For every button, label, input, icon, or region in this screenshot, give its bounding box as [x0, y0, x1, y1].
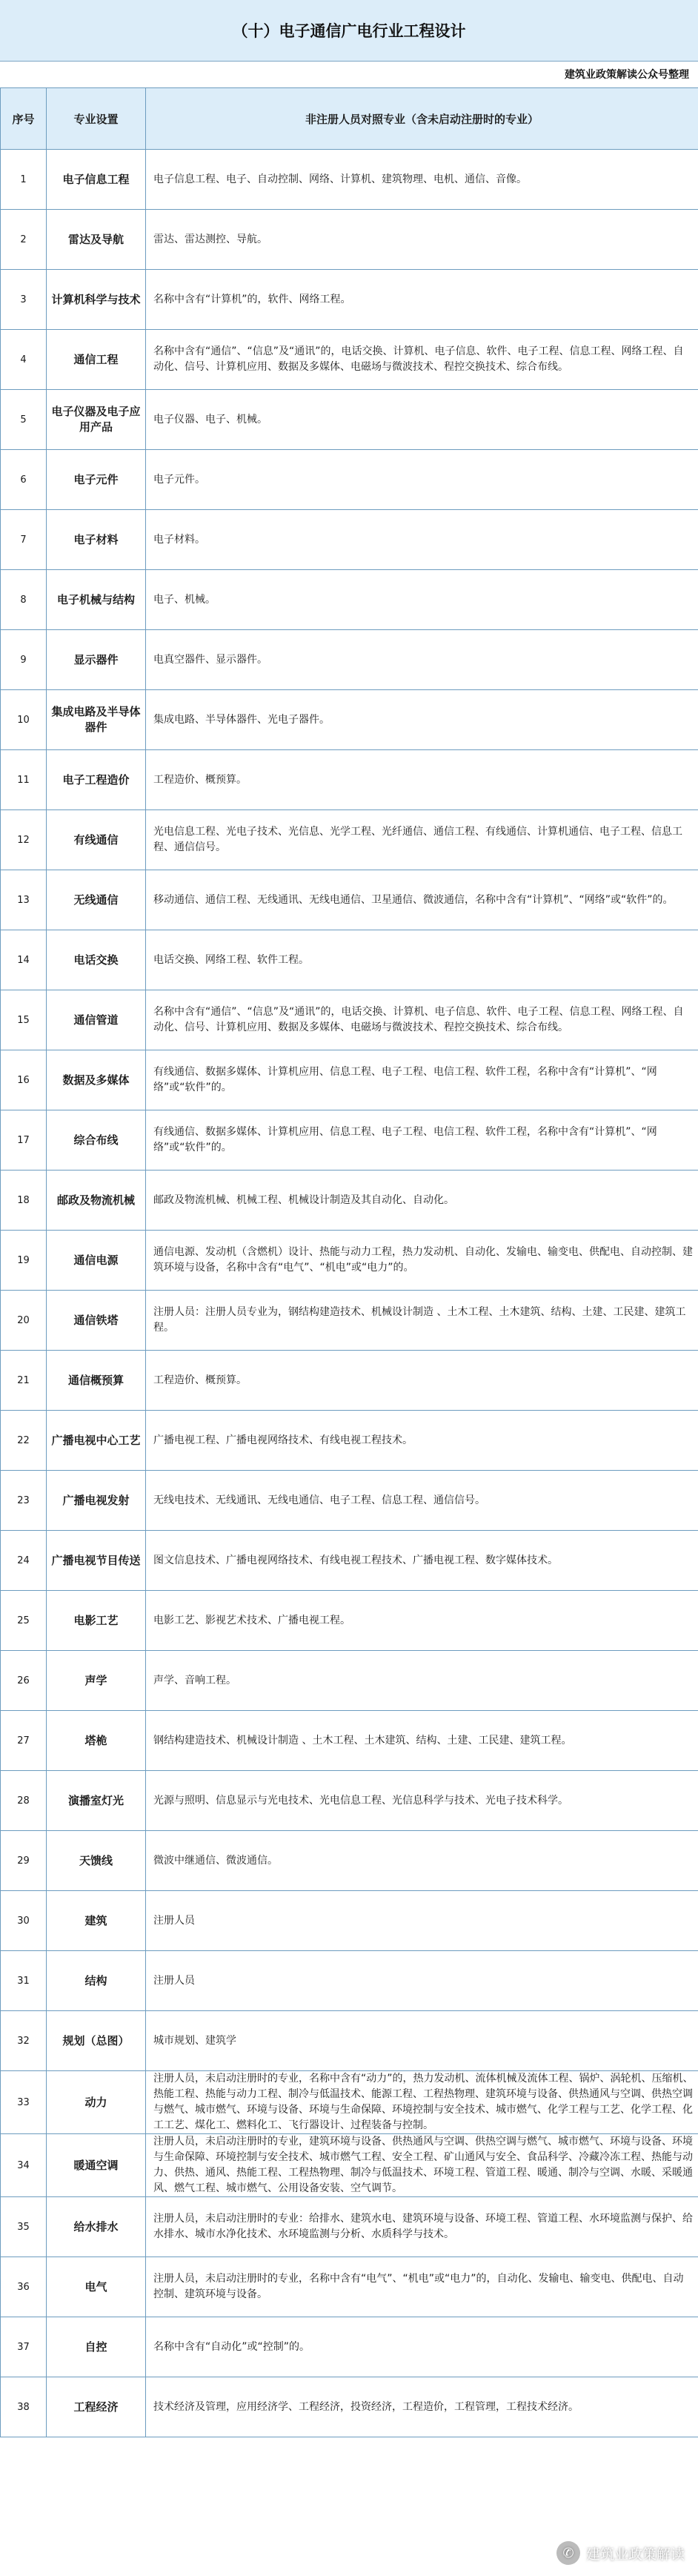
row-description: 有线通信、数据多媒体、计算机应用、信息工程、电子工程、电信工程、软件工程，名称中含有“计算机”、“网络”或“软件”的。 — [146, 1110, 698, 1171]
table-row — [1, 1411, 698, 1471]
row-description: 注册人员 — [146, 1951, 698, 2011]
row-serial: 16 — [1, 1050, 47, 1110]
row-major: 雷达及导航 — [47, 210, 146, 270]
row-description: 电话交换、网络工程、软件工程。 — [146, 930, 698, 990]
table-row — [1, 2134, 698, 2197]
table-row — [1, 2377, 698, 2437]
row-description: 城市规划、建筑学 — [146, 2011, 698, 2071]
row-serial: 23 — [1, 1471, 47, 1531]
row-major: 建筑 — [47, 1891, 146, 1951]
table-row — [1, 450, 698, 510]
table-row — [1, 330, 698, 390]
row-serial: 14 — [1, 930, 47, 990]
wechat-icon: ✆ — [556, 2541, 580, 2565]
row-major: 通信概预算 — [47, 1351, 146, 1411]
table-header-row — [1, 88, 698, 150]
row-serial: 11 — [1, 750, 47, 810]
row-serial: 30 — [1, 1891, 47, 1951]
table-row — [1, 1531, 698, 1591]
row-description: 通信电源、发动机（含燃机）设计、热能与动力工程，热力发动机、自动化、发输电、输变电、供配电、自动控制、建筑环境与设备，名称中含有“电气”、“机电”或“电力”的。 — [146, 1231, 698, 1291]
page-title: （十）电子通信广电行业工程设计 — [0, 0, 698, 62]
watermark-text: 建筑业政策解读 — [585, 2546, 685, 2563]
table-row — [1, 1171, 698, 1231]
row-major: 演播室灯光 — [47, 1771, 146, 1831]
row-description: 电子材料。 — [146, 510, 698, 570]
table-row — [1, 2011, 698, 2071]
row-description: 声学、音响工程。 — [146, 1651, 698, 1711]
row-description: 光电信息工程、光电子技术、光信息、光学工程、光纤通信、通信工程、有线通信、计算机通信、电子工程、信息工程、通信信号。 — [146, 810, 698, 870]
row-major: 通信电源 — [47, 1231, 146, 1291]
row-major: 电子机械与结构 — [47, 570, 146, 630]
table-row — [1, 1291, 698, 1351]
row-serial: 35 — [1, 2197, 47, 2257]
row-serial: 20 — [1, 1291, 47, 1351]
row-description: 图文信息技术、广播电视网络技术、有线电视工程技术、广播电视工程、数字媒体技术。 — [146, 1531, 698, 1591]
table-row — [1, 1231, 698, 1291]
row-serial: 19 — [1, 1231, 47, 1291]
row-serial: 12 — [1, 810, 47, 870]
table-row — [1, 1831, 698, 1891]
row-major: 工程经济 — [47, 2377, 146, 2437]
row-serial: 37 — [1, 2317, 47, 2377]
row-description: 移动通信、通信工程、无线通讯、无线电通信、卫星通信、微波通信，名称中含有“计算机”、“网络”或“软件”的。 — [146, 870, 698, 930]
row-major: 通信工程 — [47, 330, 146, 390]
table-row — [1, 390, 698, 450]
watermark — [556, 2541, 685, 2565]
row-major: 集成电路及半导体器件 — [47, 690, 146, 750]
row-major: 规划（总图） — [47, 2011, 146, 2071]
row-serial: 6 — [1, 450, 47, 510]
row-serial: 3 — [1, 270, 47, 330]
row-major: 综合布线 — [47, 1110, 146, 1171]
row-serial: 34 — [1, 2134, 47, 2197]
row-description: 钢结构建造技术、机械设计制造 、土木工程、土木建筑、结构、土建、工民建、建筑工程。 — [146, 1711, 698, 1771]
row-serial: 15 — [1, 990, 47, 1050]
row-description: 技术经济及管理，应用经济学、工程经济，投资经济，工程造价，工程管理，工程技术经济。 — [146, 2377, 698, 2437]
header-major: 专业设置 — [47, 88, 146, 150]
row-description: 电影工艺、影视艺术技术、广播电视工程。 — [146, 1591, 698, 1651]
row-major: 电影工艺 — [47, 1591, 146, 1651]
row-description: 注册人员 — [146, 1891, 698, 1951]
row-major: 电子元件 — [47, 450, 146, 510]
row-description: 名称中含有“通信”、“信息”及“通讯”的，电话交换、计算机、电子信息、软件、电子工程、信息工程、网络工程、自动化、信号、计算机应用、数据及多媒体、电磁场与微波技术、程控交换技术、综合布线。 — [146, 990, 698, 1050]
row-major: 声学 — [47, 1651, 146, 1711]
table-row — [1, 2257, 698, 2317]
row-description: 邮政及物流机械、机械工程、机械设计制造及其自动化、自动化。 — [146, 1171, 698, 1231]
table-row — [1, 1471, 698, 1531]
row-major: 通信管道 — [47, 990, 146, 1050]
row-serial: 22 — [1, 1411, 47, 1471]
row-major: 计算机科学与技术 — [47, 270, 146, 330]
row-serial: 38 — [1, 2377, 47, 2437]
row-major: 塔桅 — [47, 1711, 146, 1771]
row-description: 雷达、雷达测控、导航。 — [146, 210, 698, 270]
row-major: 电话交换 — [47, 930, 146, 990]
row-major: 通信铁塔 — [47, 1291, 146, 1351]
row-description: 电子仪器、电子、机械。 — [146, 390, 698, 450]
row-serial: 27 — [1, 1711, 47, 1771]
row-description: 电真空器件、显示器件。 — [146, 630, 698, 690]
header-serial: 序号 — [1, 88, 47, 150]
row-description: 工程造价、概预算。 — [146, 750, 698, 810]
row-serial: 32 — [1, 2011, 47, 2071]
row-major: 有线通信 — [47, 810, 146, 870]
row-serial: 31 — [1, 1951, 47, 2011]
row-serial: 25 — [1, 1591, 47, 1651]
table-row — [1, 1771, 698, 1831]
row-serial: 29 — [1, 1831, 47, 1891]
table-row — [1, 1591, 698, 1651]
source-note: 建筑业政策解读公众号整理 — [565, 69, 689, 81]
row-major: 天馈线 — [47, 1831, 146, 1891]
row-major: 显示器件 — [47, 630, 146, 690]
row-major: 广播电视节目传送 — [47, 1531, 146, 1591]
table-row — [1, 810, 698, 870]
row-description: 光源与照明、信息显示与光电技术、光电信息工程、光信息科学与技术、光电子技术科学。 — [146, 1771, 698, 1831]
table-row — [1, 2197, 698, 2257]
row-serial: 10 — [1, 690, 47, 750]
table-row — [1, 930, 698, 990]
row-major: 广播电视中心工艺 — [47, 1411, 146, 1471]
table-row — [1, 990, 698, 1050]
row-description: 注册人员，未启动注册时的专业，建筑环境与设备、供热通风与空调、供热空调与燃气、城市燃气、环境与设备、环境与生命保障、环境控制与安全技术、城市燃气工程、安全工程、矿山通风与安全、食品科学、冷藏冷冻工程、热能与动力、供热、通风、热能工程、工程热物理、制冷与低温技术、环境工程、管道工程、暖通、制冷与空调、水暖、采暖通风、燃气工程、城市燃气、公用设备安装、空气调节。 — [146, 2134, 698, 2197]
row-major: 暖通空调 — [47, 2134, 146, 2197]
row-description: 无线电技术、无线通讯、无线电通信、电子工程、信息工程、通信信号。 — [146, 1471, 698, 1531]
table-row — [1, 1711, 698, 1771]
table-row — [1, 750, 698, 810]
table-row — [1, 1651, 698, 1711]
table-row — [1, 690, 698, 750]
row-description: 注册人员，未启动注册时的专业，名称中含有“动力”的，热力发动机、流体机械及流体工程、锅炉、涡轮机、压缩机、热能工程、热能与动力工程、制冷与低温技术、能源工程、工程热物理、建筑环境与设备、供热通风与空调、供热空调与燃气、城市燃气、环境与设备、环境与生命保障、环境控制与安全技术、城市燃气、化学工程与工艺、化学工程、化工工艺、煤化工、燃料化工、飞行器设计、过程装备与控制。 — [146, 2071, 698, 2134]
row-description: 注册人员，未启动注册时的专业，名称中含有“电气”、“机电”或“电力”的，自动化、发输电、输变电、供配电、自动控制、建筑环境与设备。 — [146, 2257, 698, 2317]
row-description: 工程造价、概预算。 — [146, 1351, 698, 1411]
row-serial: 4 — [1, 330, 47, 390]
table-row — [1, 870, 698, 930]
row-major: 电子工程造价 — [47, 750, 146, 810]
table-row — [1, 1110, 698, 1171]
row-description: 电子信息工程、电子、自动控制、网络、计算机、建筑物理、电机、通信、音像。 — [146, 150, 698, 210]
row-major: 无线通信 — [47, 870, 146, 930]
row-serial: 9 — [1, 630, 47, 690]
table-row — [1, 510, 698, 570]
row-description: 注册人员，未启动注册时的专业：给排水、建筑水电、建筑环境与设备、环境工程、管道工程、水环境监测与保护、给水排水、城市水净化技术、水环境监测与分析、水质科学与技术。 — [146, 2197, 698, 2257]
table-row — [1, 1951, 698, 2011]
row-serial: 2 — [1, 210, 47, 270]
table-row — [1, 1891, 698, 1951]
row-serial: 24 — [1, 1531, 47, 1591]
table-row — [1, 270, 698, 330]
row-major: 动力 — [47, 2071, 146, 2134]
table-row — [1, 630, 698, 690]
row-serial: 1 — [1, 150, 47, 210]
row-serial: 13 — [1, 870, 47, 930]
row-description: 名称中含有“自动化”或“控制”的。 — [146, 2317, 698, 2377]
row-description: 名称中含有“通信”、“信息”及“通讯”的，电话交换、计算机、电子信息、软件、电子工程、信息工程、网络工程、自动化、信号、计算机应用、数据及多媒体、电磁场与微波技术、程控交换技术、综合布线。 — [146, 330, 698, 390]
table-row — [1, 1351, 698, 1411]
row-serial: 17 — [1, 1110, 47, 1171]
row-serial: 5 — [1, 390, 47, 450]
table-row — [1, 210, 698, 270]
row-major: 电子信息工程 — [47, 150, 146, 210]
row-serial: 28 — [1, 1771, 47, 1831]
row-major: 结构 — [47, 1951, 146, 2011]
row-serial: 36 — [1, 2257, 47, 2317]
table-row — [1, 1050, 698, 1110]
row-serial: 33 — [1, 2071, 47, 2134]
row-serial: 7 — [1, 510, 47, 570]
row-description: 电子元件。 — [146, 450, 698, 510]
row-major: 自控 — [47, 2317, 146, 2377]
table-row — [1, 2317, 698, 2377]
row-major: 给水排水 — [47, 2197, 146, 2257]
row-description: 集成电路、半导体器件、光电子器件。 — [146, 690, 698, 750]
row-major: 邮政及物流机械 — [47, 1171, 146, 1231]
row-description: 名称中含有“计算机”的，软件、网络工程。 — [146, 270, 698, 330]
row-serial: 8 — [1, 570, 47, 630]
table-row — [1, 570, 698, 630]
row-major: 电气 — [47, 2257, 146, 2317]
row-major: 广播电视发射 — [47, 1471, 146, 1531]
table-body — [1, 150, 698, 2437]
row-serial: 26 — [1, 1651, 47, 1711]
row-serial: 18 — [1, 1171, 47, 1231]
row-description: 微波中继通信、微波通信。 — [146, 1831, 698, 1891]
row-description: 电子、机械。 — [146, 570, 698, 630]
table-row — [1, 150, 698, 210]
table-row — [1, 2071, 698, 2134]
row-major: 电子仪器及电子应用产品 — [47, 390, 146, 450]
row-major: 电子材料 — [47, 510, 146, 570]
row-description: 有线通信、数据多媒体、计算机应用、信息工程、电子工程、电信工程、软件工程，名称中含有“计算机”、“网络”或“软件”的。 — [146, 1050, 698, 1110]
row-major: 数据及多媒体 — [47, 1050, 146, 1110]
row-description: 注册人员：注册人员专业为，钢结构建造技术、机械设计制造 、土木工程、土木建筑、结构、土建、工民建、建筑工程。 — [146, 1291, 698, 1351]
row-serial: 21 — [1, 1351, 47, 1411]
header-description: 非注册人员对照专业（含未启动注册时的专业） — [146, 88, 698, 150]
qualification-table — [0, 87, 698, 2437]
row-description: 广播电视工程、广播电视网络技术、有线电视工程技术。 — [146, 1411, 698, 1471]
